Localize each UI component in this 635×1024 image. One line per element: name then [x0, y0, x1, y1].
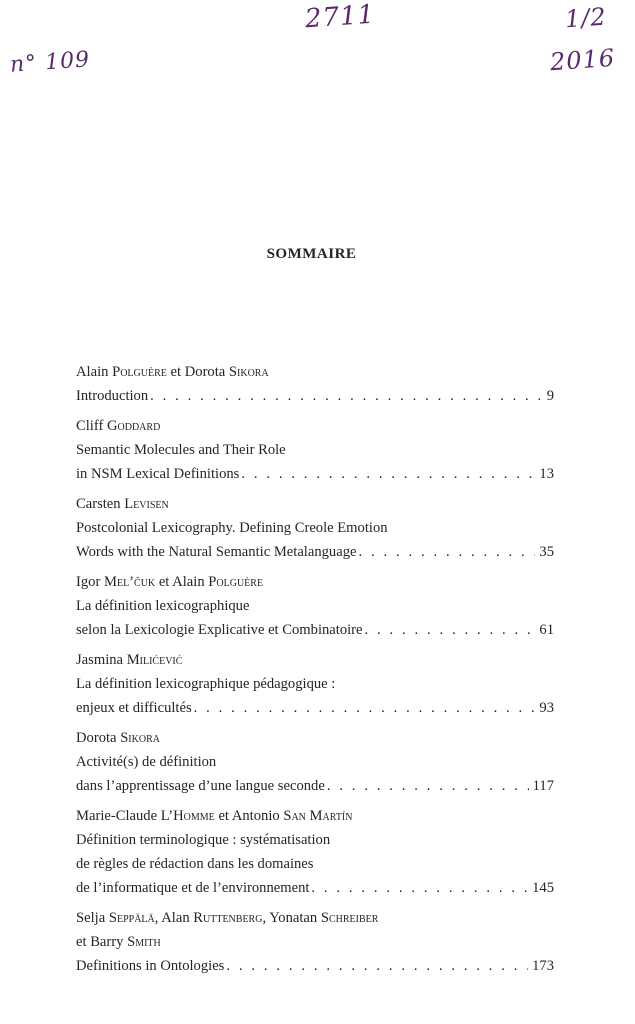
- toc-authors: [76, 804, 556, 828]
- page-number: 13: [539, 466, 554, 482]
- toc-title-final-line: [76, 876, 554, 900]
- author-separator: et: [170, 364, 182, 380]
- author-last-name: Smith: [127, 934, 161, 950]
- toc-title-final-line: [76, 954, 554, 978]
- table-of-contents: [76, 360, 556, 984]
- author-last-name: Sikora: [120, 730, 160, 746]
- author-last-name: Milićević: [126, 652, 183, 668]
- toc-entry: [76, 726, 556, 798]
- toc-authors: [76, 492, 556, 516]
- toc-title-final-line: [76, 774, 554, 798]
- toc-title-line: La définition lexicographique pédagogique :: [76, 676, 336, 692]
- toc-title-line: Définition terminologique : systématisation: [76, 832, 331, 848]
- toc-entry: [76, 492, 556, 564]
- dot-leader: [327, 774, 529, 798]
- author-last-name: L’Homme: [160, 808, 215, 824]
- toc-authors: [76, 906, 556, 930]
- page-number: 173: [532, 958, 554, 974]
- toc-title-final-line: [76, 462, 554, 486]
- author-last-name: Polguère: [112, 364, 167, 380]
- page-number: 9: [546, 388, 554, 404]
- toc-title-line: enjeux et difficultés: [76, 700, 192, 716]
- author-last-name: Ruttenberg,: [193, 910, 267, 926]
- toc-authors: [76, 360, 556, 384]
- page-number: 61: [539, 622, 554, 638]
- toc-title-line: Activité(s) de définition: [76, 754, 217, 770]
- dot-leader: [365, 618, 536, 642]
- toc-title-line: dans l’apprentissage d’une langue seconde: [76, 778, 325, 794]
- author-first-name: Alain: [76, 364, 109, 380]
- page-number: 35: [539, 544, 554, 560]
- author-first-name: Dorota: [76, 730, 117, 746]
- handwritten-year: 2016: [549, 43, 616, 77]
- author-first-name: Igor: [76, 574, 101, 590]
- author-last-name: Sikora: [228, 364, 269, 380]
- toc-title-line: Semantic Molecules and Their Role: [76, 442, 286, 458]
- toc-entry: [76, 360, 556, 408]
- author-last-name: Polguère: [208, 574, 264, 590]
- page-number: 93: [539, 700, 554, 716]
- author-first-name: Antonio: [231, 808, 280, 824]
- handwritten-issue-number: n° 109: [9, 47, 91, 78]
- toc-entry: [76, 648, 556, 720]
- toc-entry: [76, 414, 556, 486]
- author-separator: et: [76, 934, 87, 950]
- toc-title-final-line: [76, 384, 554, 408]
- toc-authors: [76, 648, 556, 672]
- toc-entry: [76, 570, 556, 642]
- author-last-name: Goddard: [106, 418, 161, 434]
- author-separator: et: [158, 574, 170, 590]
- author-first-name: Alan: [161, 910, 190, 926]
- dot-leader: [226, 954, 528, 978]
- author-last-name: Seppälä,: [108, 910, 159, 926]
- toc-title-final-line: [76, 618, 554, 642]
- author-first-name: Carsten: [76, 496, 121, 512]
- author-last-name: Mel’čuk: [103, 574, 156, 590]
- dot-leader: [311, 876, 528, 900]
- toc-authors: [76, 570, 556, 594]
- toc-title-line: La définition lexicographique: [76, 598, 250, 614]
- toc-authors: [76, 414, 556, 438]
- author-separator: et: [218, 808, 229, 824]
- page-number: 117: [532, 778, 554, 794]
- dot-leader: [150, 384, 543, 408]
- toc-entry: [76, 906, 556, 978]
- dot-leader: [241, 462, 535, 486]
- toc-title-line: Definitions in Ontologies: [76, 958, 225, 974]
- toc-title-final-line: [76, 540, 554, 564]
- toc-title-line: selon la Lexicologie Explicative et Combinatoire: [76, 622, 363, 638]
- page-title: SOMMAIRE: [266, 246, 357, 262]
- toc-authors: [76, 726, 556, 750]
- dot-leader: [358, 540, 535, 564]
- toc-title-line: de règles de rédaction dans les domaines: [76, 856, 314, 872]
- author-last-name: Levisen: [124, 496, 169, 512]
- toc-title-final-line: [76, 696, 554, 720]
- author-first-name: Cliff: [76, 418, 104, 434]
- toc-title-line: Introduction: [76, 388, 149, 404]
- author-first-name: Yonatan: [269, 910, 318, 926]
- handwritten-issue-fraction: 1/2: [564, 2, 608, 34]
- author-first-name: Marie-Claude: [76, 808, 158, 824]
- author-last-name: Schreiber: [320, 910, 379, 926]
- author-last-name: San Martín: [283, 808, 353, 824]
- author-first-name: Dorota: [184, 364, 226, 380]
- toc-entry: [76, 804, 556, 900]
- handwritten-code: 2711: [304, 0, 377, 35]
- author-first-name: Selja: [76, 910, 106, 926]
- author-first-name: Alain: [172, 574, 205, 590]
- toc-title-line: Words with the Natural Semantic Metalanguage: [76, 544, 357, 560]
- page-number: 145: [532, 880, 554, 896]
- toc-title-line: in NSM Lexical Definitions: [76, 466, 240, 482]
- author-first-name: Jasmina: [76, 652, 124, 668]
- dot-leader: [194, 696, 536, 720]
- toc-authors: [76, 930, 556, 954]
- author-first-name: Barry: [90, 934, 124, 950]
- toc-title-line: de l’informatique et de l’environnement: [76, 880, 310, 896]
- toc-title-line: Postcolonial Lexicography. Defining Creole Emotion: [76, 520, 388, 536]
